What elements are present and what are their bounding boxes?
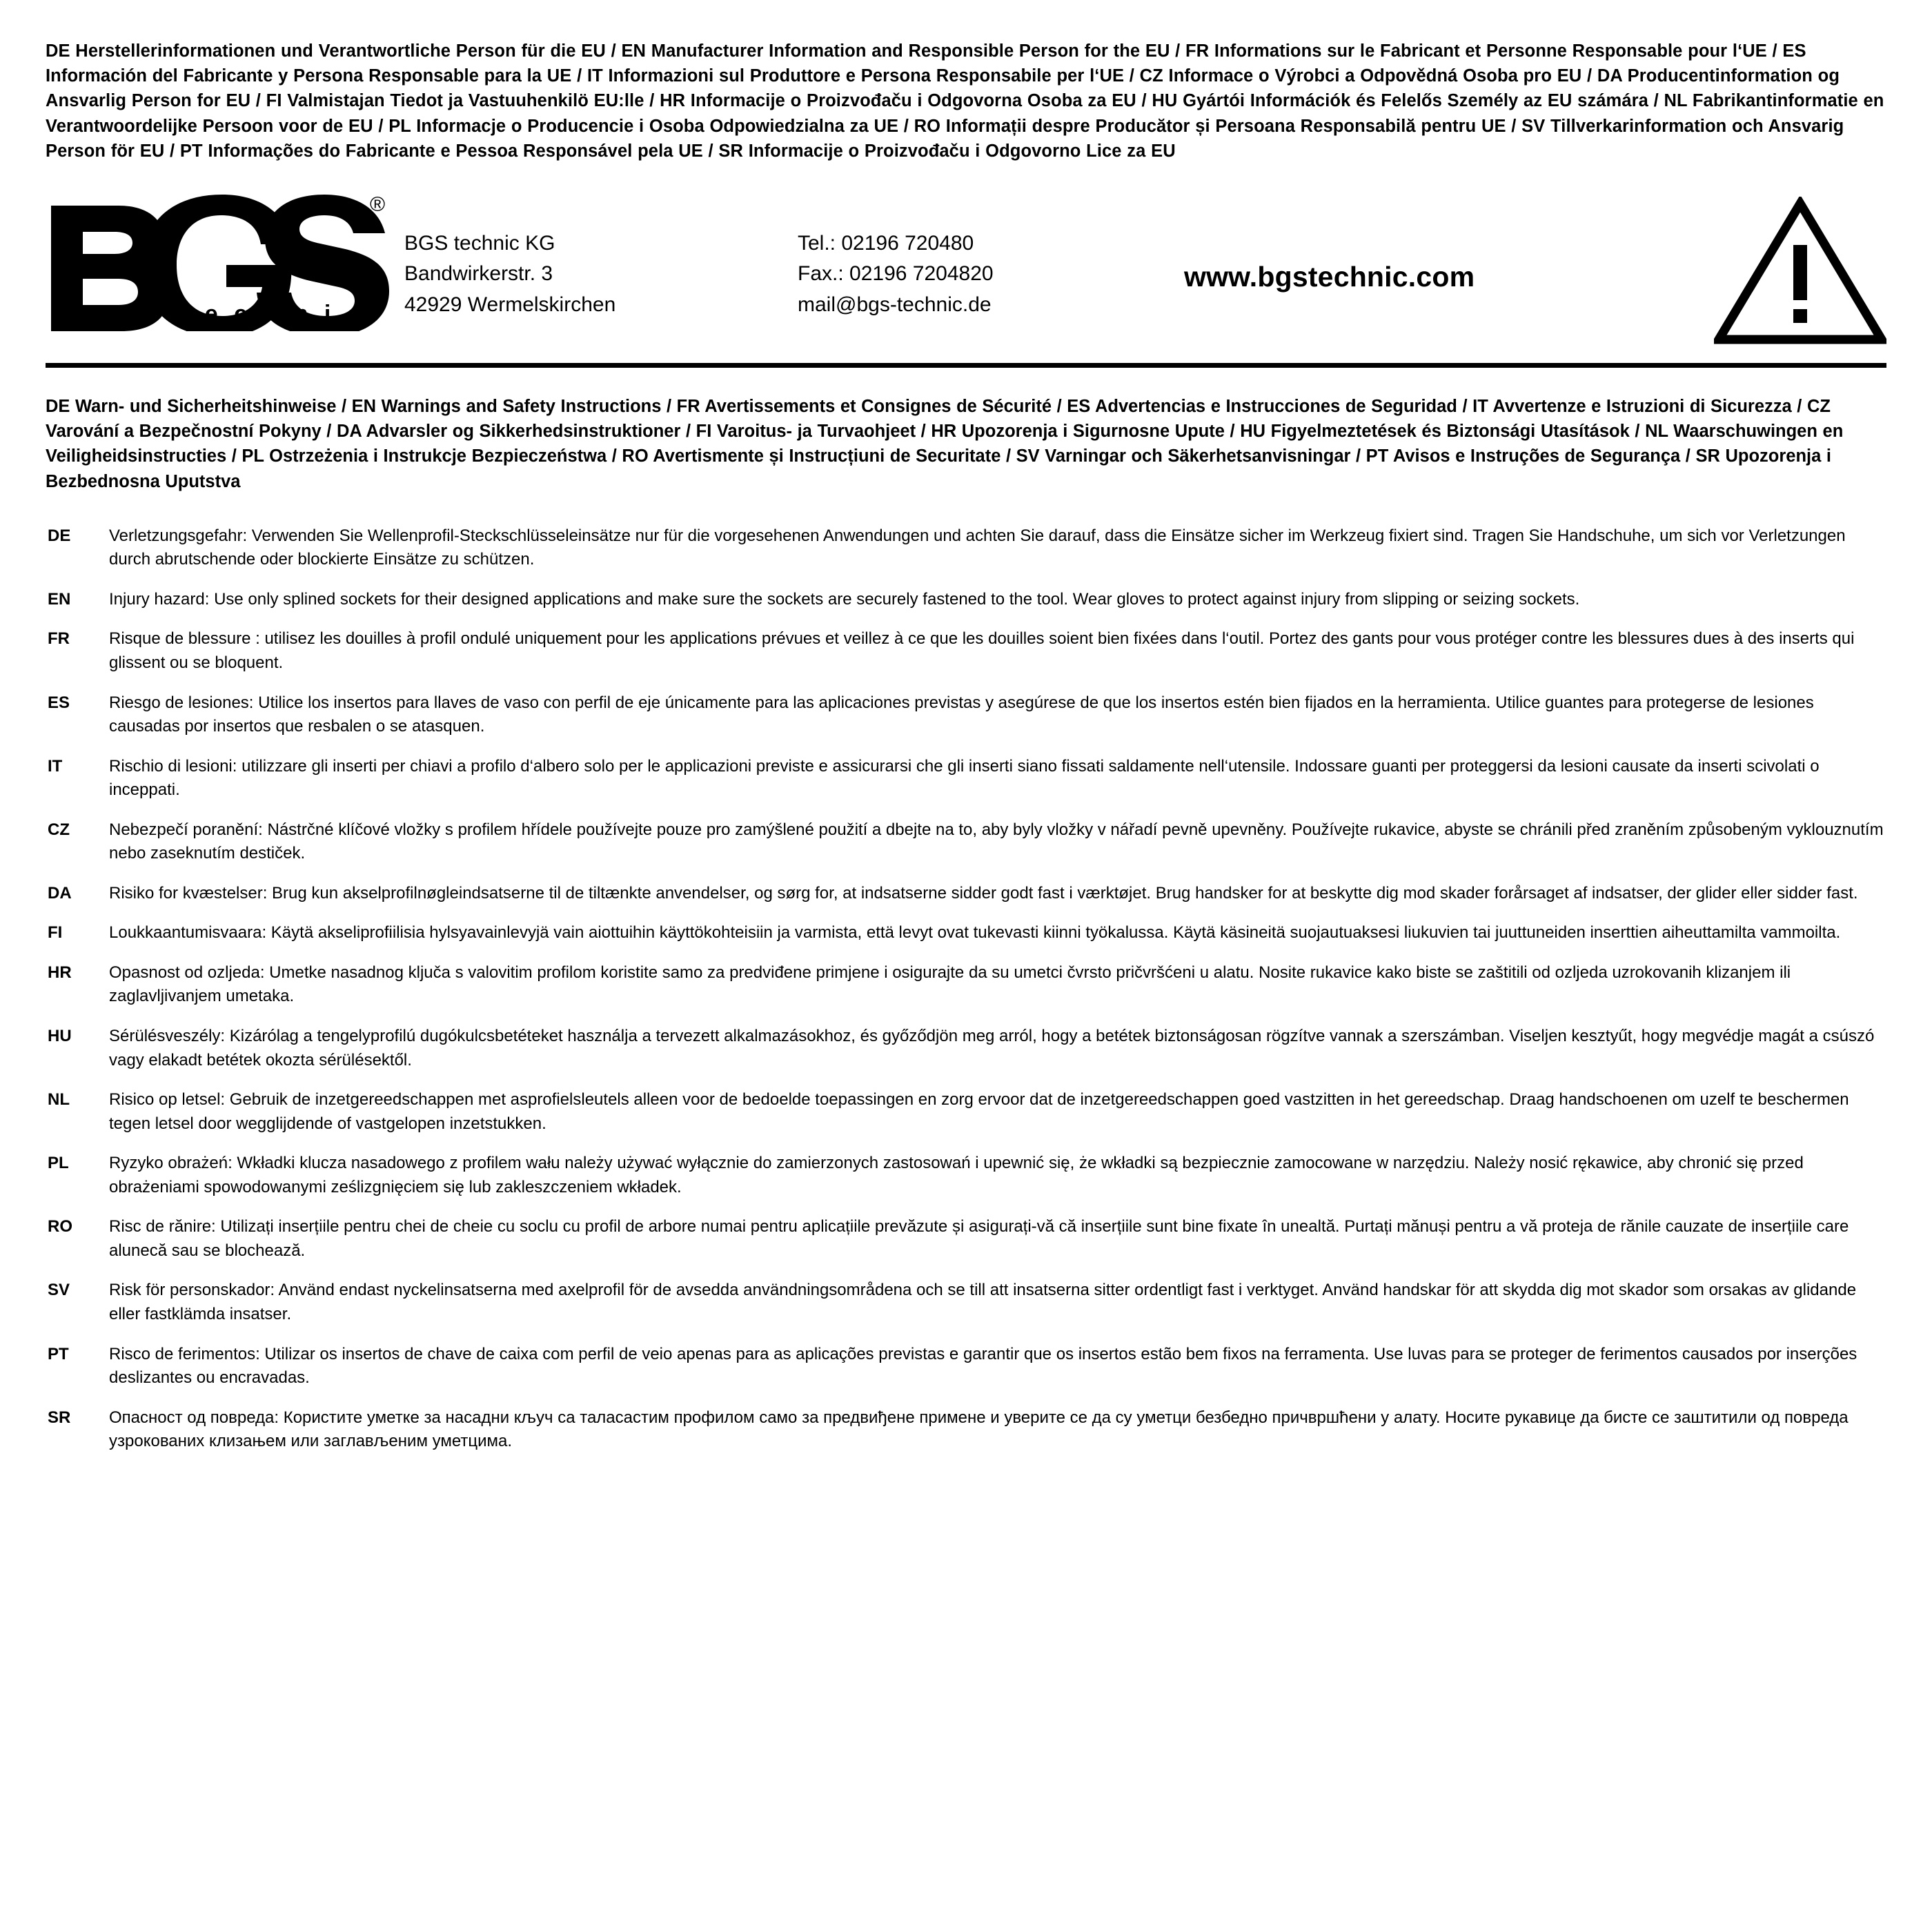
language-text: Risico op letsel: Gebruik de inzetgereedschappen met asprofielsleutels alleen voor de bedoelde toepassingen en zorg ervoor dat de inzetgereedschappen goed vastzitten in het gereedschap. Draag handschoenen om uzelf te beschermen tegen letsel door wegglijdende of vastgelopen inzetstukken. — [109, 1090, 1849, 1133]
language-text: Nebezpečí poranění: Nástrčné klíčové vložky s profilem hřídele používejte pouze pro zamýšlené použití a dbejte na to, aby byly vložky v nářadí pevně upevněny. Používejte rukavice, abyste se chránili před zraněním způsobeným vyklouznutím nebo zaseknutím destiček. — [109, 820, 1884, 863]
language-text: Rischio di lesioni: utilizzare gli inserti per chiavi a profilo d‘albero solo per le applicazioni previste e assicurarsi che gli inserti siano fissati saldamente nell‘utensile. Indossare guanti per proteggersi da lesioni causate da inserti scivolati o inceppati. — [109, 756, 1820, 800]
list-item — [46, 755, 1886, 802]
company-city: 42929 Wermelskirchen — [404, 293, 616, 316]
list-item — [46, 1343, 1886, 1390]
list-item — [46, 882, 1886, 906]
list-item — [46, 588, 1886, 612]
language-text: Опасност од повреда: Користите уметке за насадни кључ са таласастим профилом само за предвиђене примене и уверите се да су уметци безбедно причвршћени у алату. Носите рукавице да бисте се заштитили од повреда узрокованих клизањем или заглављеним уметцима. — [109, 1408, 1849, 1451]
language-code: IT — [48, 756, 63, 776]
language-text: Risc de rănire: Utilizați inserțiile pentru chei de cheie cu soclu cu profil de arbore numai pentru aplicațiile prevăzute și asigurați-vă că inserțiile sunt bine fixate în unealtă. Purtați mănuși pentru a vă proteja de rănile cauzate de inserțiile care alunecă sau se blochează. — [109, 1217, 1849, 1260]
warning-triangle-icon — [1714, 197, 1886, 345]
list-item — [46, 524, 1886, 572]
language-code: DA — [48, 883, 72, 903]
language-code: SV — [48, 1281, 70, 1300]
language-code: CZ — [48, 820, 70, 839]
language-text: Riesgo de lesiones: Utilice los insertos para llaves de vaso con perfil de eje únicamente para las aplicaciones previstas y asegúrese de que los insertos estén bien fijados en la herramienta. Utilice guantes para protegerse de lesiones causadas por insertos que resbalen o se atasquen. — [109, 693, 1814, 736]
company-street: Bandwirkerstr. 3 — [404, 262, 553, 286]
registered-mark-icon: ® — [370, 193, 386, 217]
bgs-logo-icon — [46, 193, 391, 331]
list-item — [46, 1152, 1886, 1199]
list-item — [46, 1088, 1886, 1136]
list-item — [46, 627, 1886, 675]
language-code: ES — [48, 693, 70, 712]
list-item — [46, 1025, 1886, 1072]
list-item — [46, 961, 1886, 1009]
company-contact — [798, 215, 1156, 319]
manufacturer-info-heading: DE Herstellerinformationen und Verantwortliche Person für die EU / EN Manufacturer Information and Responsible Person for the EU / FR Informations sur le Fabricant et Personne Responsable pour l‘UE / ES Información del Fabricante y Persona Responsable para la UE / IT Informazioni sul Produttore e Persona Responsabile per l‘UE / CZ Informace o Výrobci a Odpovědná Osoba pro EU / DA Producentinformation og Ansvarlig Person for EU / FI Valmistajan Tiedot ja Vastuuhenkilö EU:lle / HR Informacije o Proizvođaču i Odgovorna Osoba za EU / HU Gyártói Információk és Felelős Személy az EU számára / NL Fabrikantinformatie en Verantwoordelijke Persoon voor de EU / PL Informacje o Producencie i Osoba Odpowiedzialna za UE / RO Informații despre Producător și Persoana Responsabilă pentru UE / SV Tillverkarinformation och Ansvarig Person för EU / PT Informações do Fabricante e Pessoa Responsável pela UE / SR Informacije o Proizvođaču i Odgovorno Lice za EU — [46, 41, 1884, 161]
language-text: Risiko for kvæstelser: Brug kun akselprofilnøgleindsatserne til de tiltænkte anvendelser, og sørg for, at indsatserne sidder godt fast i værktøjet. Brug handsker for at beskytte dig mod skader forårsaget af indsatser, der glider eller sidder fast. — [109, 883, 1858, 903]
list-item — [46, 921, 1886, 945]
list-item — [46, 818, 1886, 866]
company-email: mail@bgs-technic.de — [798, 293, 992, 316]
language-code: DE — [48, 526, 71, 545]
company-info-band — [46, 190, 1886, 368]
language-code: RO — [48, 1217, 72, 1236]
list-item — [46, 691, 1886, 739]
language-text: Injury hazard: Use only splined sockets for their designed applications and make sure the sockets are securely fastened to the tool. Wear gloves to protect against injury from slipping or seizing sockets. — [109, 589, 1580, 609]
language-text: Opasnost od ozljeda: Umetke nasadnog ključa s valovitim profilom koristite samo za predviđene primjene i osigurajte da su umetci čvrsto pričvršćeni u alatu. Nosite rukavice kako biste se zaštitili od ozljeda uzrokovanih klizanjem ili zaglavljivanjem umetaka. — [109, 963, 1791, 1006]
company-website: www.bgstechnic.com — [1184, 261, 1475, 293]
language-code: HR — [48, 963, 72, 982]
language-text: Loukkaantumisvaara: Käytä akseliprofiilisia hylsyavainlevyjä vain aiottuihin käyttökohteisiin ja varmista, että levyt ovat tukevasti kiinni työkalussa. Käytä käsineitä suojautuaksesi liukuvien tai juuttuneiden inserttien aiheuttamilta vammoilta. — [109, 923, 1841, 943]
language-code: EN — [48, 589, 71, 609]
warning-triangle — [1679, 190, 1886, 345]
list-item — [46, 1406, 1886, 1454]
company-name: BGS technic KG — [404, 232, 555, 255]
language-code: HU — [48, 1027, 72, 1046]
language-text: Risque de blessure : utilisez les douilles à profil ondulé uniquement pour les applications prévues et veillez à ce que les douilles soient bien fixées dans l‘outil. Portez des gants pour vous protéger contre les blessures dues à des inserts qui glissent ou se bloquent. — [109, 629, 1855, 673]
company-fax: Fax.: 02196 7204820 — [798, 262, 994, 286]
language-code: PL — [48, 1154, 69, 1173]
safety-instructions-heading: DE Warn- und Sicherheitshinweise / EN Warnings and Safety Instructions / FR Avertissements et Consignes de Sécurité / ES Advertencias e Instrucciones de Seguridad / IT Avvertenze e Istruzioni di Sicurezza / CZ Varování a Bezpečnostní Pokyny / DA Advarsler og Sikkerhedsinstruktioner / FI Varoitus- ja Turvaohjeet / HR Upozorenja i Sigurnosne Upute / HU Figyelmeztetések és Biztonsági Utasítások / NL Waarschuwingen en Veiligheidsinstructies / PL Ostrzeżenia i Instrukcje Bezpieczeństwa / RO Avertismente și Instrucțiuni de Securitate / SV Varningar och Säkerhetsanvisningar / PT Avisos e Instruções de Segurança / SR Upozorenja i Bezbednosna Uputstva — [46, 397, 1844, 491]
language-text: Verletzungsgefahr: Verwenden Sie Wellenprofil-Steckschlüsseleinsätze nur für die vorgesehenen Anwendungen und achten Sie darauf, dass die Einsätze sicher im Werkzeug fixiert sind. Tragen Sie Handschuhe, um sich vor Verletzungen durch abrutschende oder blockierte Einsätze zu schützen. — [109, 526, 1846, 569]
language-code: NL — [48, 1090, 70, 1110]
bgs-logo — [46, 193, 404, 342]
bgs-logo-subtext: t e c h n i c — [181, 301, 365, 328]
safety-entries-list — [46, 524, 1886, 1454]
language-code: PT — [48, 1344, 69, 1363]
language-text: Ryzyko obrażeń: Wkładki klucza nasadowego z profilem wału należy używać wyłącznie do zamierzonych zastosowań i upewnić się, że wkładki są bezpiecznie zamocowane w narzędziu. Należy nosić rękawice, aby chronić się przed obrażeniami spowodowanymi ześlizgnięciem się lub zakleszczeniem wkładek. — [109, 1154, 1804, 1196]
language-code: SR — [48, 1408, 71, 1427]
company-tel: Tel.: 02196 720480 — [798, 232, 974, 255]
list-item — [46, 1279, 1886, 1326]
language-code: FI — [48, 923, 63, 943]
language-text: Sérülésveszély: Kizárólag a tengelyprofilú dugókulcsbetéteket használja a tervezett alkalmazásokhoz, és győződjön meg arról, hogy a betétek biztonságosan rögzítve vannak a szerszámban. Viseljen kesztyűt, hogy megvédje magát a csúszó vagy elakadt betétek okozta sérülésektől. — [109, 1027, 1875, 1070]
language-code: FR — [48, 629, 70, 649]
language-text: Risk för personskador: Använd endast nyckelinsatserna med axelprofil för de avsedda användningsområdena och se till att insatserna sitter ordentligt fast i verktyget. Använd handskar för att skydda dig mot skador som orsakas av glidande eller fastklämda insatser. — [109, 1281, 1857, 1323]
list-item — [46, 1215, 1886, 1263]
language-text: Risco de ferimentos: Utilizar os insertos de chave de caixa com perfil de veio apenas para as aplicações previstas e garantir que os insertos estão bem fixos na ferramenta. Use luvas para se proteger de ferimentos causados por inserções deslizantes ou encravadas. — [109, 1344, 1857, 1388]
company-address — [404, 215, 798, 319]
